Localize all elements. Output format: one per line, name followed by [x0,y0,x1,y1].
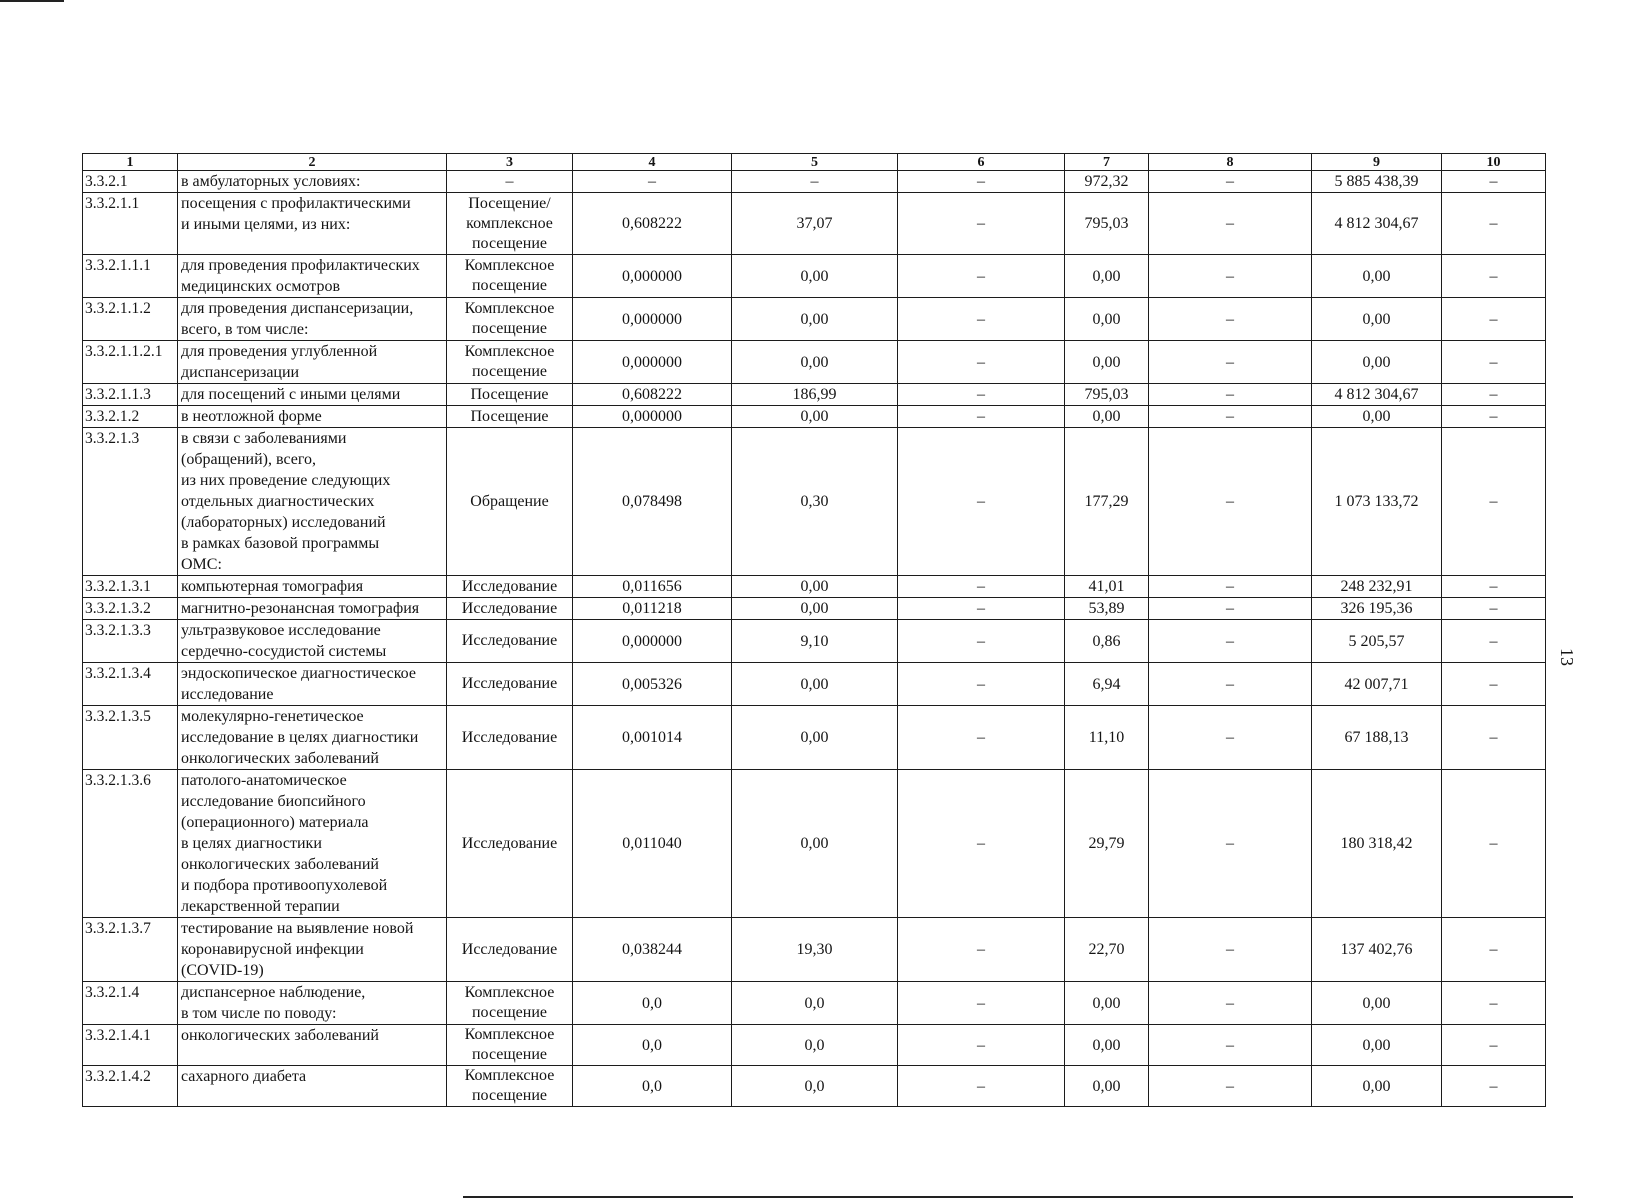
data-table [82,153,1546,1107]
table-row [83,1066,1546,1107]
row-value-10: – [1442,406,1546,428]
row-unit: Исследование [447,770,573,918]
row-value-5: 0,30 [732,428,898,576]
row-value-6: – [898,598,1065,620]
row-code: 3.3.2.1.1.2.1 [83,341,178,384]
row-name: для проведения углубленной диспансеризации [178,341,447,384]
row-unit: Исследование [447,706,573,770]
row-value-10: – [1442,706,1546,770]
row-unit: Исследование [447,918,573,982]
table-row [83,255,1546,298]
row-value-6: – [898,341,1065,384]
row-value-7: 41,01 [1065,576,1149,598]
row-value-6: – [898,384,1065,406]
table-row [83,1025,1546,1066]
row-value-8: – [1149,918,1312,982]
row-unit: Исследование [447,663,573,706]
row-value-9: 0,00 [1312,982,1442,1025]
row-value-10: – [1442,918,1546,982]
row-value-5: 0,0 [732,1025,898,1066]
row-value-8: – [1149,663,1312,706]
row-value-10: – [1442,384,1546,406]
row-name: посещения с профилактическими и иными целями, из них: [178,193,447,255]
row-value-6: – [898,706,1065,770]
row-code: 3.3.2.1 [83,171,178,193]
row-value-9: 1 073 133,72 [1312,428,1442,576]
row-name: ультразвуковое исследование сердечно-сосудистой системы [178,620,447,663]
row-value-9: 5 205,57 [1312,620,1442,663]
row-value-10: – [1442,171,1546,193]
column-header: 9 [1312,154,1442,171]
row-value-9: 0,00 [1312,1025,1442,1066]
row-name: для проведения профилактических медицинских осмотров [178,255,447,298]
row-value-9: 180 318,42 [1312,770,1442,918]
row-value-7: 0,00 [1065,1066,1149,1107]
row-value-8: – [1149,298,1312,341]
row-unit: Посещение [447,406,573,428]
table-row [83,576,1546,598]
row-unit: – [447,171,573,193]
table-row [83,406,1546,428]
row-value-6: – [898,255,1065,298]
row-value-7: 0,00 [1065,982,1149,1025]
row-name: компьютерная томография [178,576,447,598]
table-row [83,171,1546,193]
row-value-4: 0,005326 [573,663,732,706]
row-name: в неотложной форме [178,406,447,428]
row-value-10: – [1442,428,1546,576]
row-value-7: 6,94 [1065,663,1149,706]
row-value-7: 0,00 [1065,341,1149,384]
row-value-4: 0,608222 [573,384,732,406]
row-name: онкологических заболеваний [178,1025,447,1066]
row-value-8: – [1149,982,1312,1025]
row-value-9: 0,00 [1312,298,1442,341]
row-value-10: – [1442,620,1546,663]
column-header: 8 [1149,154,1312,171]
row-value-8: – [1149,255,1312,298]
row-value-9: 4 812 304,67 [1312,193,1442,255]
header-row [83,154,1546,171]
row-value-6: – [898,663,1065,706]
row-code: 3.3.2.1.1.2 [83,298,178,341]
row-unit: Посещение/ комплексное посещение [447,193,573,255]
row-value-6: – [898,1066,1065,1107]
row-value-9: 0,00 [1312,255,1442,298]
row-unit: Комплексное посещение [447,298,573,341]
row-code: 3.3.2.1.3.2 [83,598,178,620]
row-value-7: 972,32 [1065,171,1149,193]
row-value-5: 0,00 [732,663,898,706]
row-value-5: 0,00 [732,255,898,298]
row-unit: Комплексное посещение [447,255,573,298]
row-value-4: 0,011656 [573,576,732,598]
row-value-8: – [1149,1025,1312,1066]
row-value-6: – [898,298,1065,341]
row-unit: Исследование [447,576,573,598]
row-value-7: 0,86 [1065,620,1149,663]
row-code: 3.3.2.1.1 [83,193,178,255]
row-code: 3.3.2.1.3 [83,428,178,576]
row-code: 3.3.2.1.4.2 [83,1066,178,1107]
row-name: в связи с заболеваниями (обращений), всего, из них проведение следующих отдельных диагностических (лабораторных) исследований в рамках базовой программы ОМС: [178,428,447,576]
row-value-9: 0,00 [1312,341,1442,384]
row-code: 3.3.2.1.1.3 [83,384,178,406]
row-value-4: 0,001014 [573,706,732,770]
row-value-4: 0,011040 [573,770,732,918]
row-value-9: 248 232,91 [1312,576,1442,598]
row-value-10: – [1442,1066,1546,1107]
row-value-4: 0,000000 [573,620,732,663]
row-unit: Комплексное посещение [447,1066,573,1107]
row-value-5: 9,10 [732,620,898,663]
row-value-8: – [1149,384,1312,406]
row-unit: Исследование [447,620,573,663]
row-value-8: – [1149,406,1312,428]
table-row [83,663,1546,706]
table-row [83,982,1546,1025]
row-value-6: – [898,770,1065,918]
row-value-8: – [1149,770,1312,918]
row-code: 3.3.2.1.3.6 [83,770,178,918]
row-value-5: 0,0 [732,1066,898,1107]
row-value-5: 0,00 [732,576,898,598]
row-value-7: 0,00 [1065,255,1149,298]
row-value-8: – [1149,576,1312,598]
scan-edge-line [463,1196,1573,1198]
row-unit: Комплексное посещение [447,982,573,1025]
row-name: для посещений с иными целями [178,384,447,406]
row-value-5: – [732,171,898,193]
table-row [83,706,1546,770]
row-value-10: – [1442,663,1546,706]
column-header: 6 [898,154,1065,171]
row-name: эндоскопическое диагностическое исследование [178,663,447,706]
table-row [83,384,1546,406]
row-value-6: – [898,576,1065,598]
row-name: диспансерное наблюдение, в том числе по поводу: [178,982,447,1025]
row-value-9: 42 007,71 [1312,663,1442,706]
row-value-6: – [898,171,1065,193]
row-value-10: – [1442,770,1546,918]
row-value-4: 0,038244 [573,918,732,982]
row-value-6: – [898,620,1065,663]
row-value-10: – [1442,255,1546,298]
row-unit: Обращение [447,428,573,576]
row-value-5: 37,07 [732,193,898,255]
table-row [83,341,1546,384]
row-value-7: 795,03 [1065,384,1149,406]
row-unit: Комплексное посещение [447,341,573,384]
row-name: для проведения диспансеризации, всего, в том числе: [178,298,447,341]
row-code: 3.3.2.1.4.1 [83,1025,178,1066]
row-value-9: 326 195,36 [1312,598,1442,620]
row-value-4: 0,011218 [573,598,732,620]
column-header: 3 [447,154,573,171]
table-row [83,428,1546,576]
row-code: 3.3.2.1.3.7 [83,918,178,982]
scan-edge-line [0,0,64,2]
row-name: магнитно-резонансная томография [178,598,447,620]
row-value-9: 137 402,76 [1312,918,1442,982]
column-header: 5 [732,154,898,171]
row-code: 3.3.2.1.3.4 [83,663,178,706]
row-value-10: – [1442,576,1546,598]
row-value-8: – [1149,706,1312,770]
row-value-8: – [1149,428,1312,576]
table-row [83,298,1546,341]
row-value-4: 0,078498 [573,428,732,576]
row-value-6: – [898,982,1065,1025]
row-value-4: 0,000000 [573,298,732,341]
row-value-5: 19,30 [732,918,898,982]
row-value-9: 0,00 [1312,1066,1442,1107]
row-value-10: – [1442,341,1546,384]
row-value-7: 29,79 [1065,770,1149,918]
row-value-4: 0,608222 [573,193,732,255]
row-unit: Исследование [447,598,573,620]
row-name: патолого-анатомическое исследование биопсийного (операционного) материала в целях диагностики онкологических заболеваний и подбора противоопухолевой лекарственной терапии [178,770,447,918]
row-value-5: 0,00 [732,706,898,770]
row-code: 3.3.2.1.3.3 [83,620,178,663]
column-header: 4 [573,154,732,171]
column-header: 1 [83,154,178,171]
row-value-5: 0,00 [732,598,898,620]
row-value-8: – [1149,598,1312,620]
table-row [83,620,1546,663]
row-value-8: – [1149,620,1312,663]
row-value-10: – [1442,298,1546,341]
row-value-9: 5 885 438,39 [1312,171,1442,193]
row-value-10: – [1442,982,1546,1025]
row-value-8: – [1149,171,1312,193]
row-value-6: – [898,918,1065,982]
row-value-10: – [1442,598,1546,620]
row-value-6: – [898,193,1065,255]
column-header: 2 [178,154,447,171]
table-row [83,193,1546,255]
row-value-7: 53,89 [1065,598,1149,620]
row-value-4: 0,0 [573,1066,732,1107]
column-header: 7 [1065,154,1149,171]
row-value-7: 11,10 [1065,706,1149,770]
row-value-4: 0,000000 [573,341,732,384]
column-header: 10 [1442,154,1546,171]
row-value-4: 0,000000 [573,255,732,298]
row-value-10: – [1442,193,1546,255]
row-value-6: – [898,406,1065,428]
row-value-4: 0,0 [573,1025,732,1066]
row-value-5: 0,00 [732,341,898,384]
row-code: 3.3.2.1.3.1 [83,576,178,598]
row-code: 3.3.2.1.3.5 [83,706,178,770]
row-value-5: 0,00 [732,770,898,918]
row-unit: Посещение [447,384,573,406]
row-value-5: 0,00 [732,298,898,341]
row-value-8: – [1149,193,1312,255]
row-value-4: 0,0 [573,982,732,1025]
table-body [83,171,1546,1107]
row-value-8: – [1149,341,1312,384]
row-name: сахарного диабета [178,1066,447,1107]
row-value-7: 0,00 [1065,298,1149,341]
row-value-4: – [573,171,732,193]
row-value-7: 22,70 [1065,918,1149,982]
row-value-5: 0,0 [732,982,898,1025]
row-value-7: 0,00 [1065,1025,1149,1066]
row-value-7: 177,29 [1065,428,1149,576]
row-value-10: – [1442,1025,1546,1066]
table-row [83,598,1546,620]
row-value-7: 795,03 [1065,193,1149,255]
row-value-9: 0,00 [1312,406,1442,428]
row-code: 3.3.2.1.2 [83,406,178,428]
row-value-5: 186,99 [732,384,898,406]
row-value-6: – [898,428,1065,576]
row-code: 3.3.2.1.4 [83,982,178,1025]
row-value-6: – [898,1025,1065,1066]
row-code: 3.3.2.1.1.1 [83,255,178,298]
row-value-4: 0,000000 [573,406,732,428]
row-value-8: – [1149,1066,1312,1107]
row-unit: Комплексное посещение [447,1025,573,1066]
page-number: 13 [1557,648,1577,666]
row-value-9: 67 188,13 [1312,706,1442,770]
row-name: молекулярно-генетическое исследование в целях диагностики онкологических заболеваний [178,706,447,770]
row-value-5: 0,00 [732,406,898,428]
table-row [83,918,1546,982]
row-name: в амбулаторных условиях: [178,171,447,193]
row-name: тестирование на выявление новой коронавирусной инфекции (COVID-19) [178,918,447,982]
table-row [83,770,1546,918]
row-value-9: 4 812 304,67 [1312,384,1442,406]
row-value-7: 0,00 [1065,406,1149,428]
